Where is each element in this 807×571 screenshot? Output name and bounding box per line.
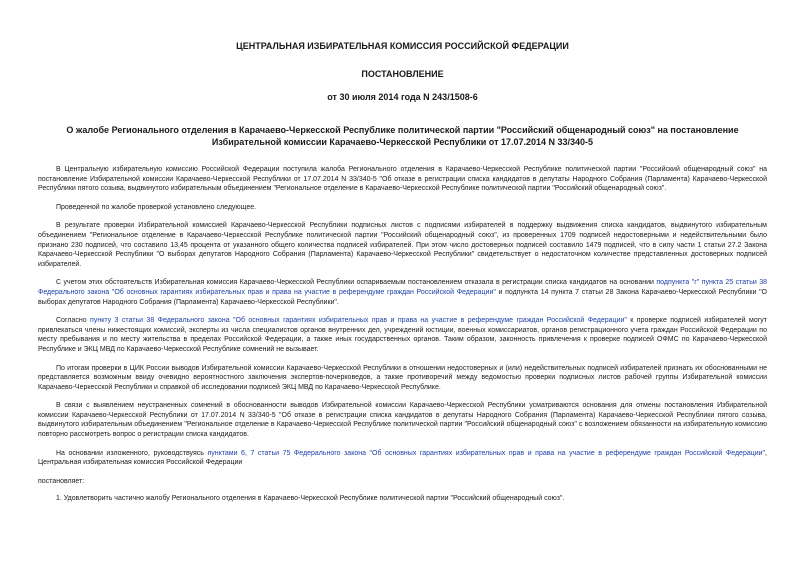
paragraph-4 [38, 278, 767, 307]
resolution-item-1: 1. Удовлетворить частично жалобу Регионального отделения в Карачаево-Черкесской Республике политической партии "Российский общенародный союз". [56, 495, 565, 503]
paragraph-7: В связи с выявлением неустраненных сомнений в обоснованности выводов Избирательной комиссии Карачаево-Черкесской Республики усматриваются основания для отмены постановления Избирательной комиссии Карачаево-Черкесской Республики от 17.07.2014 N 33/340-5 "Об отказе в регистрации списка кандидатов в депутаты Народного Собрания (Парламента) Карачаево-Черкесской Республики пятого созыва, выдвинутого избирательным объединением "Региональное отделение в Карачаево-Черкесской Республике политической партии "Российский общенародный союз" с возложением обязанности на избирательную комиссию повторно рассмотреть вопрос о регистрации списка кандидатов. [38, 402, 767, 439]
resolution-verb: постановляет: [38, 477, 85, 485]
paragraph-2: Проведенной по жалобе проверкой установлено следующее. [56, 203, 257, 211]
organization-title: ЦЕНТРАЛЬНАЯ ИЗБИРАТЕЛЬНАЯ КОМИССИЯ РОССИЙСКОЙ ФЕДЕРАЦИИ [236, 41, 569, 51]
document-type: ПОСТАНОВЛЕНИЕ [361, 69, 444, 79]
paragraph-5-text-b: к проверке подписей избирателей могут привлекаться члены нижестоящих комиссий, эксперты из числа специалистов органов внутренних дел, учреждений юстиции, военных комиссариатов, органов регистрационного учета граждан Российской Федерации по месту пребывания и по месту жительства в пределах Российской Федерации, а также иных государственных органов. Таким образом, законность привлечения к проверке подписей ОФМС по Карачаево-Черкесской Республике и ЭКЦ МВД по Карачаево-Черкесской Республике сомнений не вызывает. [38, 317, 767, 353]
paragraph-3: В результате проверки Избирательной комиссией Карачаево-Черкесской Республики подписных листов с подписями избирателей в поддержку выдвижения списка кандидатов, выдвинутого избирательным объединением "Региональное отделение в Карачаево-Черкесской Республике политической партии "Российский общенародный союз", из проверенных 1709 подписей недостоверными и недействительными было признано 230 подписей, что составило 13,45 процента от указанного общего количества подписей избирателей. При этом число достоверных подписей составило 1479 подписей, что в силу части 1 статьи 27.2 Закона Карачаево-Черкесской Республики "О выборах депутатов Народного Собрания (Парламента) Карачаево-Черкесской Республики" свидетельствует о недостаточном количестве представленных достоверных подписей избирателей. [38, 222, 767, 268]
document-subject: О жалобе Регионального отделения в Карачаево-Черкесской Республике политической партии "Российский общенародный союз" на постановление Избирательной комиссии Карачаево-Черкесской Республики от 17.07.2014 N 33/340-5 [66, 125, 739, 147]
paragraph-6: По итогам проверки в ЦИК России выводов Избирательной комиссии Карачаево-Черкесской Республики в отношении недостоверных и (или) недействительных подписей избирателей признать их обоснованными не представляется возможным ввиду очевидно вероятностного заключения экспертов-почерковедов, а также противоречий между ведомостью проверки подписных листов рабочей группы Избирательной комиссии Карачаево-Черкесской Республики и справкой об исследовании подписей ЭКЦ МВД по Карачаево-Черкесской Республике. [38, 364, 767, 391]
law-link-article-75[interactable]: пунктами 6, 7 статьи 75 Федерального закона "Об основных гарантиях избирательных прав и права на участие в референдуме граждан Российской Федерации" [207, 449, 766, 457]
paragraph-5 [38, 316, 767, 354]
document-date-number: от 30 июля 2014 года N 243/1508-6 [327, 92, 478, 102]
paragraph-8-text-b: , Центральная избирательная комиссия Российской Федерации [38, 449, 767, 467]
paragraph-4-text-a: С учетом этих обстоятельств Избирательная комиссия Карачаево-Черкесской Республики оспариваемым постановлением отказала в регистрации списка кандидатов на основании [56, 279, 657, 287]
paragraph-4-text-b: и подпункта 14 пункта 7 статьи 28 Закона Карачаево-Черкесской Республики "О выборах депутатов Народного Собрания (Парламента) Карачаево-Черкесской Республики". [38, 288, 767, 306]
paragraph-1: В Центральную избирательную комиссию Российской Федерации поступила жалоба Регионального отделения в Карачаево-Черкесской Республике политической партии "Российский общенародный союз" на постановление Избирательной комиссии Карачаево-Черкесской Республики от 17.07.2014 N 33/340-5 "Об отказе в регистрации списка кандидатов в депутаты Народного Собрания (Парламента) Карачаево-Черкесской Республики пятого созыва, выдвинутого избирательным объединением "Региональное отделение в Карачаево-Черкесской Республике политической партии "Российский общенародный союз". [38, 166, 767, 193]
law-link-article-38-3[interactable]: пункту 3 статьи 38 Федерального закона "Об основных гарантиях избирательных прав и права на участие в референдуме граждан Российской Федерации" [90, 317, 627, 325]
law-link-article-38-25[interactable]: подпункта "г" пункта 25 статьи 38 Федерального закона "Об основных гарантиях избирательных прав и права на участие в референдуме граждан Российской Федерации" [38, 279, 767, 296]
paragraph-5-text-a: Согласно [56, 317, 91, 325]
paragraph-8-text-a: На основании изложенного, руководствуясь [56, 449, 208, 457]
paragraph-8 [38, 449, 767, 468]
